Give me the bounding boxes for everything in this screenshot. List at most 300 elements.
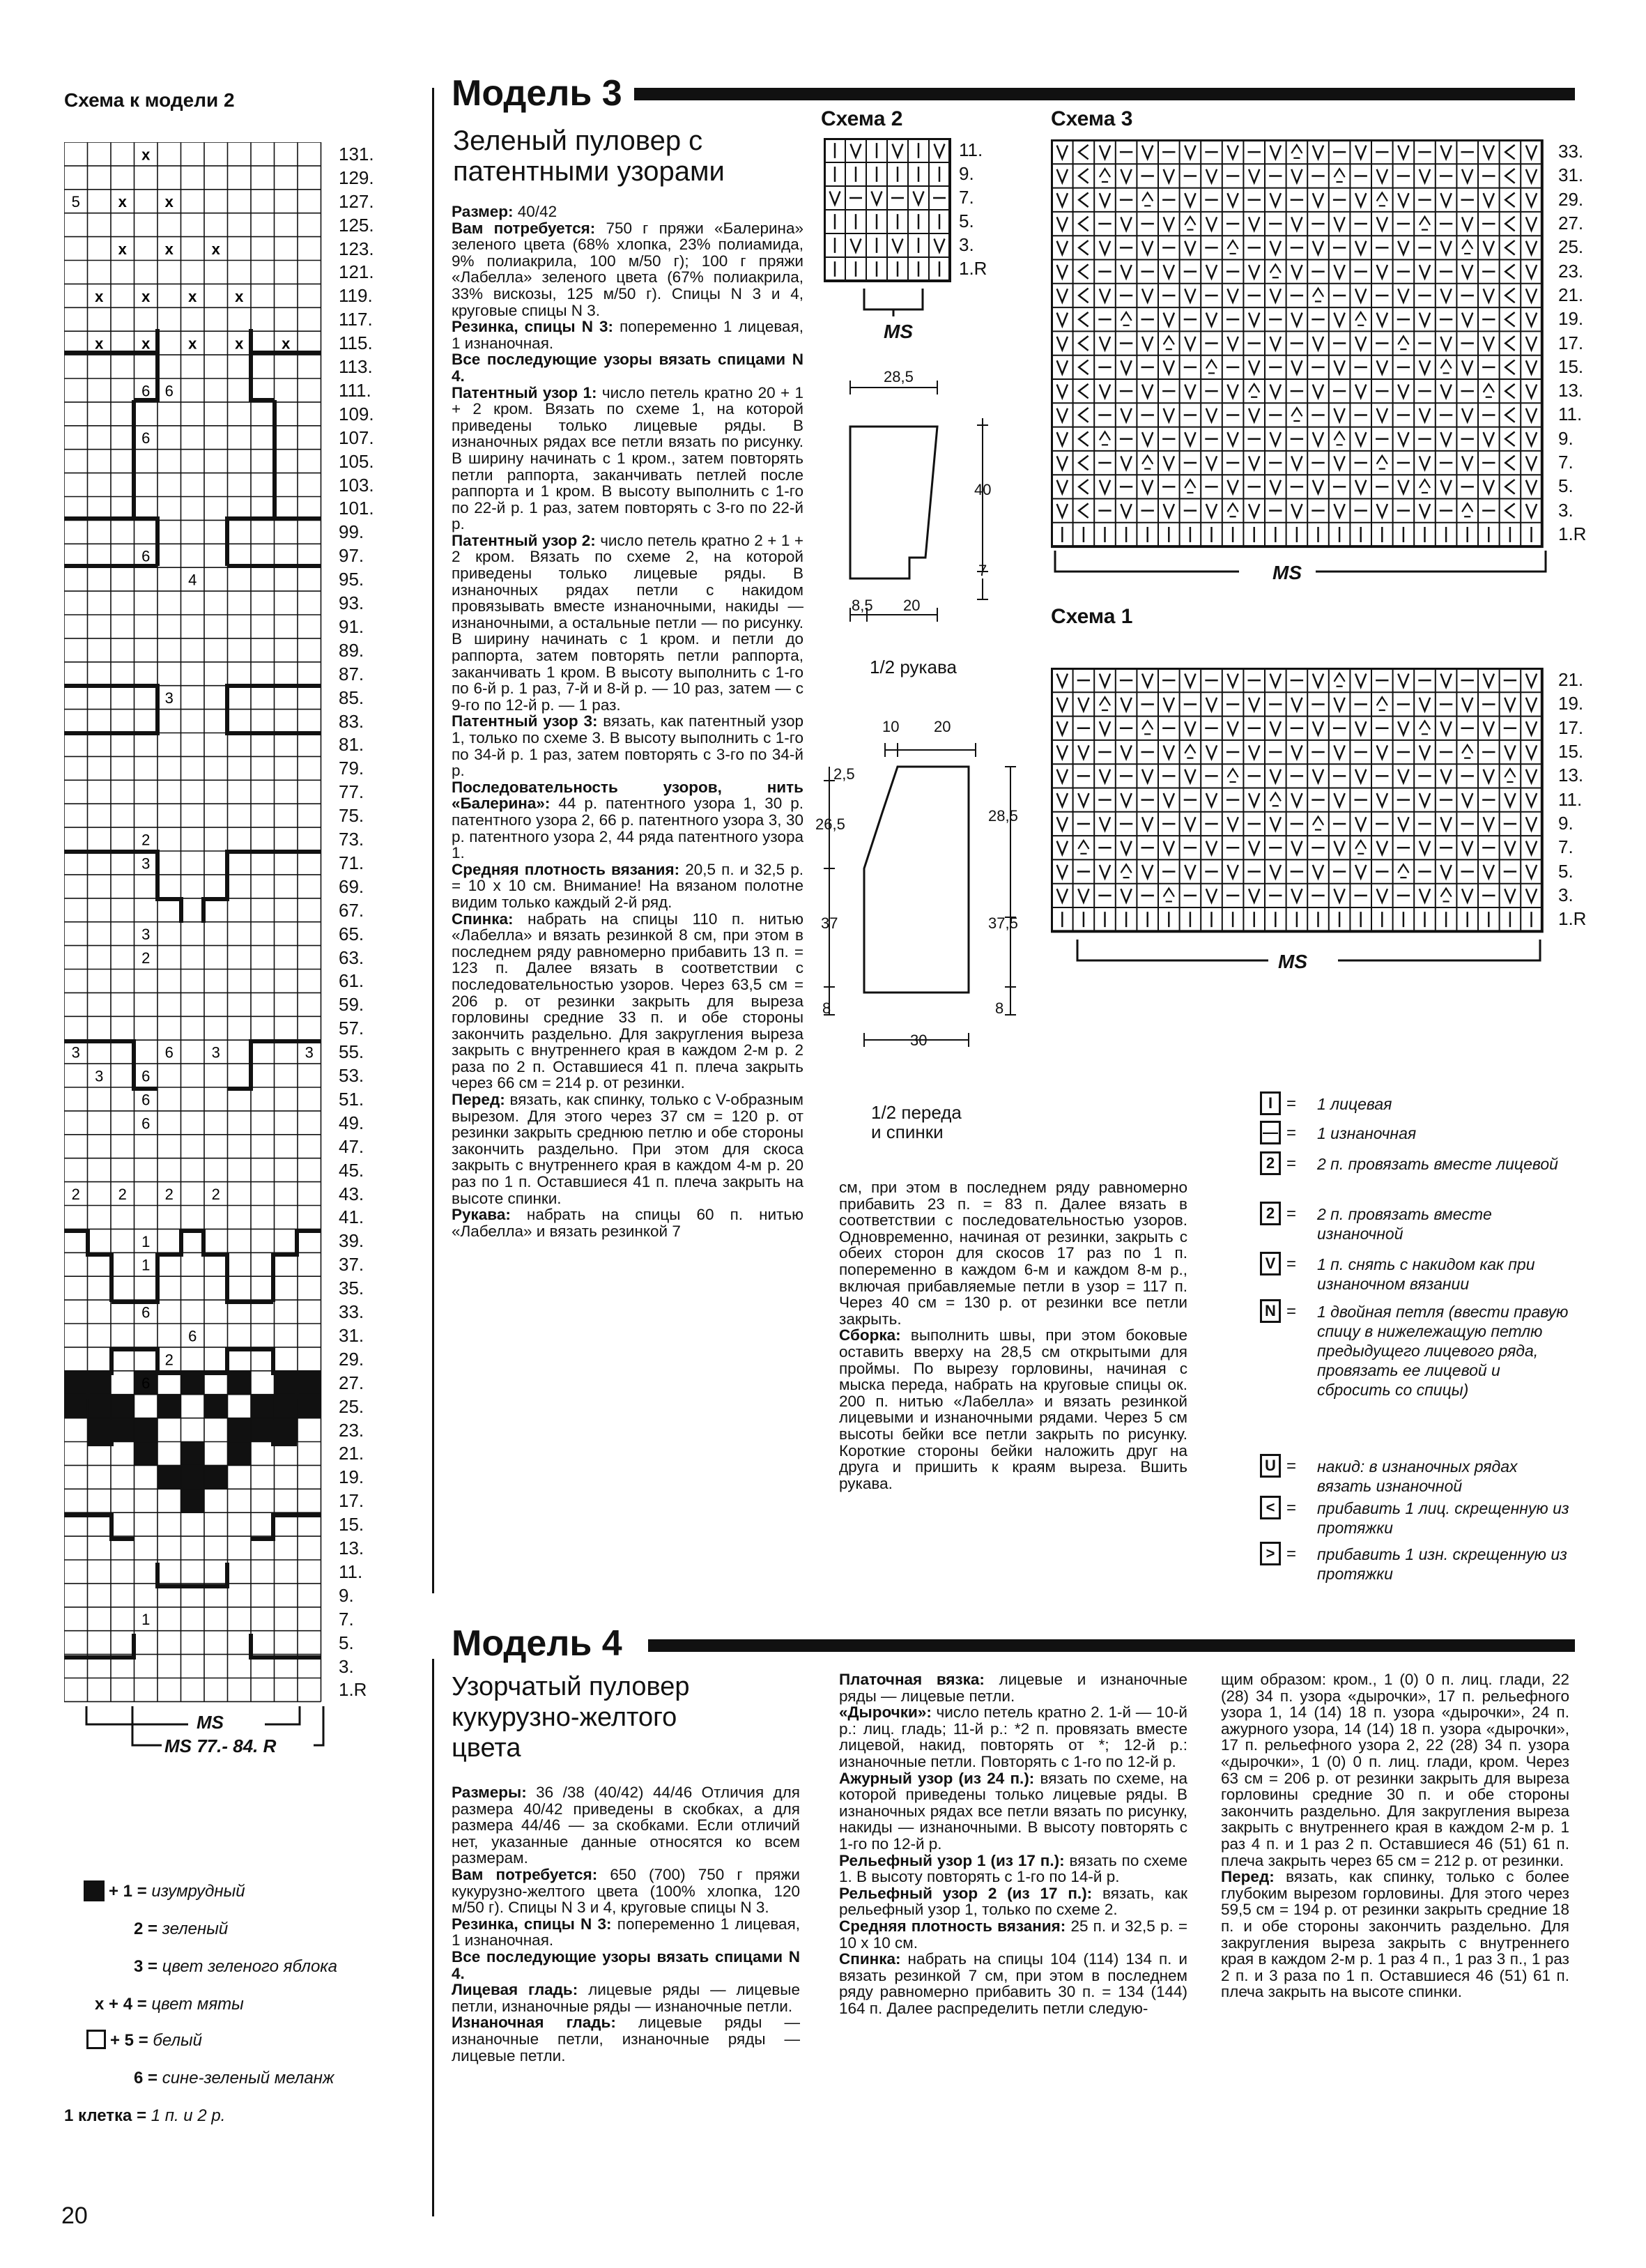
paragraph-key: Рукава:	[452, 1206, 511, 1224]
slip-symbol	[1377, 313, 1387, 326]
row-label: 9.	[1558, 812, 1574, 834]
model3-subtitle	[453, 125, 725, 187]
slip-symbol	[1440, 865, 1451, 878]
slip-symbol	[1057, 146, 1068, 159]
paragraph	[452, 861, 803, 911]
filled-cell	[204, 1395, 228, 1418]
slip-symbol	[1355, 865, 1366, 878]
paragraph-text: число петель кратно 20 + 1 + 2 кром. Вязать по схеме 1, на которой приведены только лицевые ряды. В изнаночных рядах все петли вязать по рисунку. В ширину начинать с 1 кром., затем повторять петли раппорта, заканчивать петлей после раппорта и 1 кром. В высоту выполнить с 1-го по 22-й р. 1 раз, затем повторять с 3-го по 22-й р.	[452, 383, 803, 533]
slip-symbol	[1249, 745, 1259, 758]
motif-outline	[111, 1231, 273, 1302]
slip-symbol	[1057, 313, 1068, 326]
slip-symbol	[1484, 337, 1494, 350]
color-number: 6	[164, 1043, 174, 1062]
slip-symbol	[1270, 769, 1281, 783]
paragraph-text: 25 п. и 32,5 р. = 10 x 10 см.	[839, 1917, 1188, 1952]
row-label: 129.	[339, 167, 374, 188]
legend-equals: =	[1286, 1094, 1297, 1113]
paragraph-key: «Дырочки»:	[839, 1703, 932, 1722]
model4-subtitle	[452, 1671, 690, 1763]
slip-symbol	[1100, 241, 1110, 254]
slip-symbol	[1291, 360, 1302, 374]
filled-cell	[64, 1371, 88, 1395]
slip-symbol	[1142, 337, 1153, 350]
row-label: 13.	[1558, 765, 1584, 786]
filled-cell	[88, 1418, 111, 1442]
slip-symbol	[1057, 169, 1068, 183]
slip-symbol	[1227, 480, 1238, 493]
filled-cell	[157, 1395, 181, 1418]
paragraph-key: Патентный узор 2:	[452, 531, 596, 549]
filled-cell	[298, 1371, 321, 1395]
legend-text: 1 двойная петля (ввести правую спицу в нижележащую петлю предыдущего лицевого ряда, провязать ее лицевой и сбросить со спицы)	[1317, 1303, 1569, 1399]
slip-symbol	[1440, 721, 1451, 735]
slip-symbol	[1206, 408, 1217, 422]
row-label: 1.R	[1558, 908, 1587, 930]
slip-symbol	[1505, 698, 1515, 711]
slip-symbol	[1398, 241, 1408, 254]
slip-symbol	[1334, 408, 1344, 422]
model4-subtitle-line2: кукурузно-желтого	[452, 1703, 677, 1732]
color-number: 5	[71, 193, 80, 211]
slip-symbol	[1121, 504, 1131, 517]
dec-symbol	[1185, 745, 1195, 758]
slip-symbol	[1100, 337, 1110, 350]
mint-x-mark: x	[141, 146, 151, 164]
increase-symbol	[1505, 312, 1514, 327]
paragraph	[452, 911, 803, 1092]
paragraph-key: Все последующие узоры вязать спицами N 4.	[452, 1947, 800, 1982]
slip-symbol	[1185, 337, 1195, 350]
row-label: 21.	[339, 1443, 364, 1464]
row-label: 15.	[1558, 741, 1584, 763]
dec-symbol	[1249, 384, 1259, 397]
slip-symbol	[1440, 769, 1451, 783]
filled-cell	[181, 1442, 205, 1466]
paragraph	[452, 713, 803, 779]
increase-symbol	[1505, 289, 1514, 303]
slip-symbol	[1526, 193, 1537, 206]
color-number: 6	[141, 547, 151, 565]
slip-symbol	[1377, 217, 1387, 230]
color-number: 3	[71, 1043, 80, 1062]
legend-row-1: + 1 = изумрудный	[109, 1882, 245, 1901]
slip-symbol	[1057, 721, 1068, 735]
increase-symbol	[1505, 145, 1514, 160]
left-chart-title: Схема к модели 2	[64, 89, 235, 111]
body-label-line1: 1/2 переда	[871, 1102, 962, 1123]
slip-symbol	[1484, 289, 1494, 302]
row-label: 31.	[1558, 164, 1584, 186]
slip-symbol	[1313, 337, 1323, 350]
schema2-grid	[824, 138, 956, 287]
slip-symbol	[1505, 841, 1515, 855]
slip-symbol	[1078, 889, 1089, 902]
increase-symbol	[1505, 360, 1514, 375]
increase-symbol	[1079, 192, 1088, 207]
dec-symbol	[1164, 889, 1174, 902]
slip-symbol	[1164, 745, 1174, 758]
paragraph-text: вязать, как патентный узор 1, только по схеме 3. В высоту выполнить с 1-го по 34-й р. 1 раз, затем повторять с 3-го по 34-й р.	[452, 712, 803, 780]
paragraph-text: набрать на спицы 110 п. нитью «Лабелла» и вязать резинкой 8 см, при этом в последнем ряду равномерно прибавить 13 п. = 123 п. Далее вязать в соответствии с последовательностью узоров. Через 63,5 см = 206 р. от резинки закрыть для выреза горловины средние 33 п. и обе стороны закончить раздельно. Для закругления выреза закрыть с внутреннего края в каждом 2-м р. 2 раза по 2 п. Оставшиеся 41 п. плеча закрыть через 66 см = 214 р. от резинки.	[452, 910, 803, 1092]
slip-symbol	[1185, 241, 1195, 254]
model3-subtitle-line1: Зеленый пуловер с	[453, 125, 703, 156]
slip-symbol	[1334, 745, 1344, 758]
slip-symbol	[1462, 360, 1472, 374]
slip-symbol	[1398, 817, 1408, 830]
increase-symbol	[1079, 240, 1088, 255]
dec-symbol	[1270, 792, 1281, 806]
slip-symbol	[1249, 313, 1259, 326]
slip-symbol	[1526, 265, 1537, 278]
filled-cell	[181, 1465, 205, 1489]
paragraph-text: 750 г пряжи «Балерина» зеленого цвета (68% хлопка, 23% полиамида, 9% полиакрила, 100 м/50 г); 100 г пряжи «Лабелла» зеленого цвета (67% полиакрила, 33% вискозы, 125 м/50 г). Спицы N 3 и 4, круговые спицы N 3.	[452, 219, 803, 319]
slip-symbol	[1270, 146, 1281, 159]
slip-symbol	[1526, 337, 1537, 350]
slip-symbol	[1484, 480, 1494, 493]
paragraph	[839, 1671, 1187, 1704]
paragraph	[839, 1704, 1187, 1770]
paragraph-key: Патентный узор 1:	[452, 383, 597, 401]
row-label: 25.	[339, 1395, 364, 1417]
legend-equals: =	[1286, 1457, 1297, 1476]
slip-symbol	[1185, 432, 1195, 445]
paragraph-key: Сборка:	[839, 1326, 901, 1344]
slip-symbol	[1355, 432, 1366, 445]
slip-symbol	[1100, 146, 1110, 159]
row-label: 111.	[339, 379, 371, 401]
slip-symbol	[1057, 408, 1068, 422]
slip-symbol	[1270, 674, 1281, 687]
paragraph-key: Вам потребуется:	[452, 1865, 598, 1883]
slip-symbol	[1462, 169, 1472, 183]
row-label: 11.	[1558, 788, 1583, 810]
stitch-symbol-icon: 2	[1260, 1151, 1281, 1175]
column-divider	[432, 88, 434, 1593]
slip-symbol	[1227, 385, 1238, 398]
dec-symbol	[1420, 721, 1430, 734]
row-label: 17.	[1558, 332, 1584, 353]
row-label: 81.	[339, 734, 364, 756]
row-label: 25.	[1558, 236, 1584, 258]
color-number: 1	[141, 1232, 151, 1250]
schema1-title: Схема 1	[1051, 605, 1133, 628]
slip-symbol	[1057, 289, 1068, 302]
slip-symbol	[1057, 217, 1068, 230]
paragraph-key: Перед:	[1221, 1868, 1275, 1886]
dec-symbol	[1398, 336, 1408, 349]
row-label: 53.	[339, 1065, 364, 1087]
paragraph	[452, 532, 803, 714]
slip-symbol	[1227, 674, 1238, 687]
slip-symbol	[1334, 504, 1344, 517]
slip-symbol	[1121, 889, 1131, 902]
slip-symbol	[1100, 865, 1110, 878]
row-label: 7.	[1558, 836, 1574, 858]
stitch-symbol-icon: —	[1260, 1121, 1281, 1144]
increase-symbol	[1505, 192, 1514, 207]
color-number: 2	[164, 1351, 174, 1369]
slip-symbol	[1334, 889, 1344, 902]
slip-symbol	[1057, 841, 1068, 855]
slip-symbol	[1057, 698, 1068, 711]
increase-symbol	[1505, 169, 1514, 183]
row-label: 33.	[1558, 141, 1584, 162]
slip-symbol	[1440, 385, 1451, 398]
color-number: 6	[141, 382, 151, 400]
slip-symbol	[1440, 674, 1451, 687]
slip-symbol	[1334, 841, 1344, 855]
slip-symbol	[1100, 193, 1110, 206]
row-label: 97.	[339, 545, 364, 567]
slip-symbol	[1249, 698, 1259, 711]
row-label: 13.	[1558, 380, 1584, 401]
model3-text-col1	[452, 204, 803, 1239]
paragraph-key: Все последующие узоры вязать спицами N 4.	[452, 351, 803, 385]
slip-symbol	[1313, 432, 1323, 445]
schema3-ms-bracket	[1051, 551, 1553, 585]
slip-symbol	[1313, 193, 1323, 206]
row-label: 113.	[339, 356, 373, 378]
increase-symbol	[1505, 384, 1514, 399]
slip-symbol	[1526, 769, 1537, 783]
increase-symbol	[1079, 169, 1088, 183]
slip-symbol	[1249, 504, 1259, 517]
filled-cell	[88, 1395, 111, 1418]
paragraph-key: Рельефный узор 1 (из 17 п.):	[839, 1851, 1065, 1869]
body-label	[871, 1103, 962, 1142]
color-number: 3	[211, 1043, 220, 1062]
mint-x-mark: x	[235, 287, 244, 305]
slip-symbol	[1377, 265, 1387, 278]
slip-symbol	[1526, 289, 1537, 302]
paragraph-text: 36 /38 (40/42) 44/46 Отличия для размера 40/42 приведены в скобках, а для размера 44/46 — за скобками. Если отличий нет, указанные данные относятся ко всем размерам.	[452, 1784, 800, 1867]
slip-symbol	[1185, 385, 1195, 398]
slip-symbol	[1057, 385, 1068, 398]
filled-cell	[275, 1395, 298, 1418]
dec-symbol	[1291, 145, 1302, 158]
sleeve-width-1: 8,5	[852, 597, 873, 614]
slip-symbol	[1505, 793, 1515, 806]
slip-symbol	[1355, 241, 1366, 254]
row-label: 35.	[339, 1278, 364, 1299]
slip-symbol	[1440, 817, 1451, 830]
model3-text-col2	[839, 1179, 1187, 1492]
row-label: 125.	[339, 214, 374, 236]
increase-symbol	[1079, 360, 1088, 375]
row-label: 65.	[339, 923, 364, 944]
slip-symbol	[1291, 841, 1302, 855]
paragraph	[452, 319, 803, 351]
motif-outline	[64, 852, 321, 923]
slip-symbol	[1526, 698, 1537, 711]
legend-row-5: + 5 = белый	[110, 2031, 202, 2050]
filled-cell	[111, 1418, 134, 1442]
row-label: 107.	[339, 427, 374, 448]
slip-symbol	[1164, 313, 1174, 326]
paragraph	[839, 1918, 1187, 1951]
slip-symbol	[1121, 360, 1131, 374]
slip-symbol	[1377, 889, 1387, 902]
increase-symbol	[1505, 503, 1514, 518]
model4-heading-bar	[648, 1639, 1575, 1652]
sleeve-label: 1/2 рукава	[870, 657, 957, 677]
paragraph-key: Средняя плотность вязания:	[839, 1917, 1066, 1935]
slip-symbol	[1398, 480, 1408, 493]
slip-symbol	[1249, 360, 1259, 374]
paragraph-text: вязать по схеме, на которой приведены только лицевые ряды. В изнаночных рядах все петли вязать по рисунку, накиды — изнаночными. В высоту повторять с 1-го по 12-й р.	[839, 1769, 1187, 1853]
row-label: 3.	[959, 234, 974, 255]
dec-symbol	[1142, 721, 1153, 734]
slip-symbol	[1185, 817, 1195, 830]
increase-symbol	[1505, 456, 1514, 470]
legend-text: 2 п. провязать вместе лицевой	[1317, 1155, 1558, 1173]
legend-text: 1 п. снять с накидом как при изнаночном вязании	[1317, 1255, 1535, 1293]
slip-symbol	[1377, 360, 1387, 374]
dec-symbol	[1484, 384, 1494, 397]
slip-symbol	[1291, 169, 1302, 183]
paragraph	[452, 1916, 800, 1949]
slip-symbol	[1462, 456, 1472, 469]
color-number: 2	[118, 1186, 127, 1204]
row-label: 9.	[1558, 427, 1574, 449]
filled-cell	[228, 1442, 252, 1466]
model4-subtitle-line1: Узорчатый пуловер	[452, 1672, 690, 1701]
stitch-symbol-icon: 2	[1260, 1202, 1281, 1225]
mint-x-mark: x	[141, 287, 151, 305]
increase-symbol	[1505, 240, 1514, 255]
mint-x-mark: x	[118, 193, 127, 211]
slip-symbol	[1355, 674, 1366, 687]
row-label: 11.	[339, 1561, 363, 1582]
slip-symbol	[1355, 193, 1366, 206]
schema3-ms: MS	[1272, 562, 1302, 583]
paragraph	[839, 1770, 1187, 1853]
stitch-symbol-icon: I	[1260, 1091, 1281, 1115]
color-number: 3	[164, 689, 174, 707]
slip-symbol	[1185, 674, 1195, 687]
schema1-grid	[1051, 668, 1553, 940]
paragraph-key: Перед:	[452, 1091, 505, 1109]
slip-symbol	[1142, 865, 1153, 878]
dec-symbol	[1334, 673, 1344, 687]
dec-symbol	[1164, 336, 1174, 349]
color-number: 6	[188, 1327, 197, 1345]
slip-symbol	[1270, 193, 1281, 206]
slip-symbol	[851, 144, 861, 157]
increase-symbol	[1505, 336, 1514, 351]
slip-symbol	[1142, 432, 1153, 445]
dec-symbol	[1420, 217, 1430, 230]
stitch-symbol-icon: U	[1260, 1454, 1281, 1478]
increase-symbol	[1079, 431, 1088, 446]
slip-symbol	[1526, 674, 1537, 687]
row-label: 67.	[339, 899, 364, 921]
filled-cell	[111, 1395, 134, 1418]
paragraph-key: Размеры:	[452, 1784, 527, 1801]
slip-symbol	[1164, 360, 1174, 374]
row-label: 71.	[339, 852, 364, 873]
slip-symbol	[1355, 385, 1366, 398]
slip-symbol	[1526, 865, 1537, 878]
filled-cell	[228, 1371, 252, 1395]
legend-text: прибавить 1 лиц. скрещенную из протяжки	[1317, 1499, 1569, 1537]
row-label: 21.	[1558, 669, 1584, 691]
model4-text-col1	[452, 1784, 800, 2064]
legend-text: 1 изнаночная	[1317, 1124, 1417, 1142]
slip-symbol	[1334, 217, 1344, 230]
filled-cell	[251, 1395, 275, 1418]
row-label: 123.	[339, 238, 374, 259]
dec-symbol	[1100, 697, 1110, 710]
slip-symbol	[1227, 817, 1238, 830]
row-label: 5.	[339, 1632, 354, 1653]
body-left-4: 8	[822, 999, 831, 1017]
row-label: 69.	[339, 875, 364, 897]
legend-row-4: x + 4 = цвет мяты	[95, 1995, 244, 2014]
increase-symbol	[1079, 289, 1088, 303]
sleeve-width-2: 20	[903, 597, 921, 614]
paragraph-text: попеременно 1 лицевая, 1 изнаночная.	[452, 318, 803, 352]
slip-symbol	[1377, 793, 1387, 806]
paragraph-text: вязать, как спинку, только с V-образным вырезом. Для этого через 37 см = 120 р. от резинки закрыть среднюю петлю и обе стороны закончить раздельно. При этом для скоса закрыть с внутреннего края в каждом 4-м р. 20 раз по 1 п. Оставшиеся 41 п. плеча закрыть на высоте спинки.	[452, 1091, 803, 1207]
filled-cell	[157, 1465, 181, 1489]
slip-symbol	[1121, 841, 1131, 855]
row-label: 13.	[339, 1538, 364, 1559]
slip-symbol	[1526, 456, 1537, 469]
increase-symbol	[1079, 312, 1088, 327]
legend-row-2: 2 = зеленый	[134, 1920, 229, 1938]
row-label: 59.	[339, 994, 364, 1016]
color-number: 6	[141, 1067, 151, 1085]
row-label: 51.	[339, 1088, 364, 1110]
slip-symbol	[1164, 504, 1174, 517]
dec-symbol	[1206, 360, 1217, 374]
slip-symbol	[1057, 504, 1068, 517]
slip-symbol	[1398, 432, 1408, 445]
row-label: 101.	[339, 498, 374, 519]
slip-symbol	[1206, 504, 1217, 517]
sleeve-height: 40	[974, 481, 992, 498]
paragraph-text: набрать на спицы 60 п. нитью «Лабелла» и вязать резинкой 7	[452, 1206, 803, 1240]
slip-symbol	[1440, 289, 1451, 302]
increase-symbol	[1079, 480, 1088, 494]
slip-symbol	[1227, 337, 1238, 350]
slip-symbol	[1313, 385, 1323, 398]
slip-symbol	[1420, 408, 1430, 422]
slip-symbol	[1142, 674, 1153, 687]
color-number: 2	[141, 949, 151, 967]
paragraph	[839, 1853, 1187, 1885]
slip-symbol	[1377, 504, 1387, 517]
slip-symbol	[1142, 817, 1153, 830]
slip-symbol	[1057, 674, 1068, 687]
color-number: 1	[141, 1256, 151, 1274]
paragraph-key: Средняя плотность вязания:	[452, 860, 680, 878]
motif-outline	[64, 519, 321, 566]
slip-symbol	[1420, 169, 1430, 183]
dec-symbol	[1227, 769, 1238, 782]
color-number: 6	[164, 382, 174, 400]
schema2-title: Схема 2	[821, 107, 903, 130]
row-label: 57.	[339, 1018, 364, 1039]
slip-symbol	[1249, 408, 1259, 422]
color-number: 3	[305, 1043, 314, 1062]
slip-symbol	[1526, 793, 1537, 806]
slip-symbol	[1142, 385, 1153, 398]
white-swatch	[86, 2030, 106, 2049]
dec-symbol	[1100, 169, 1110, 182]
